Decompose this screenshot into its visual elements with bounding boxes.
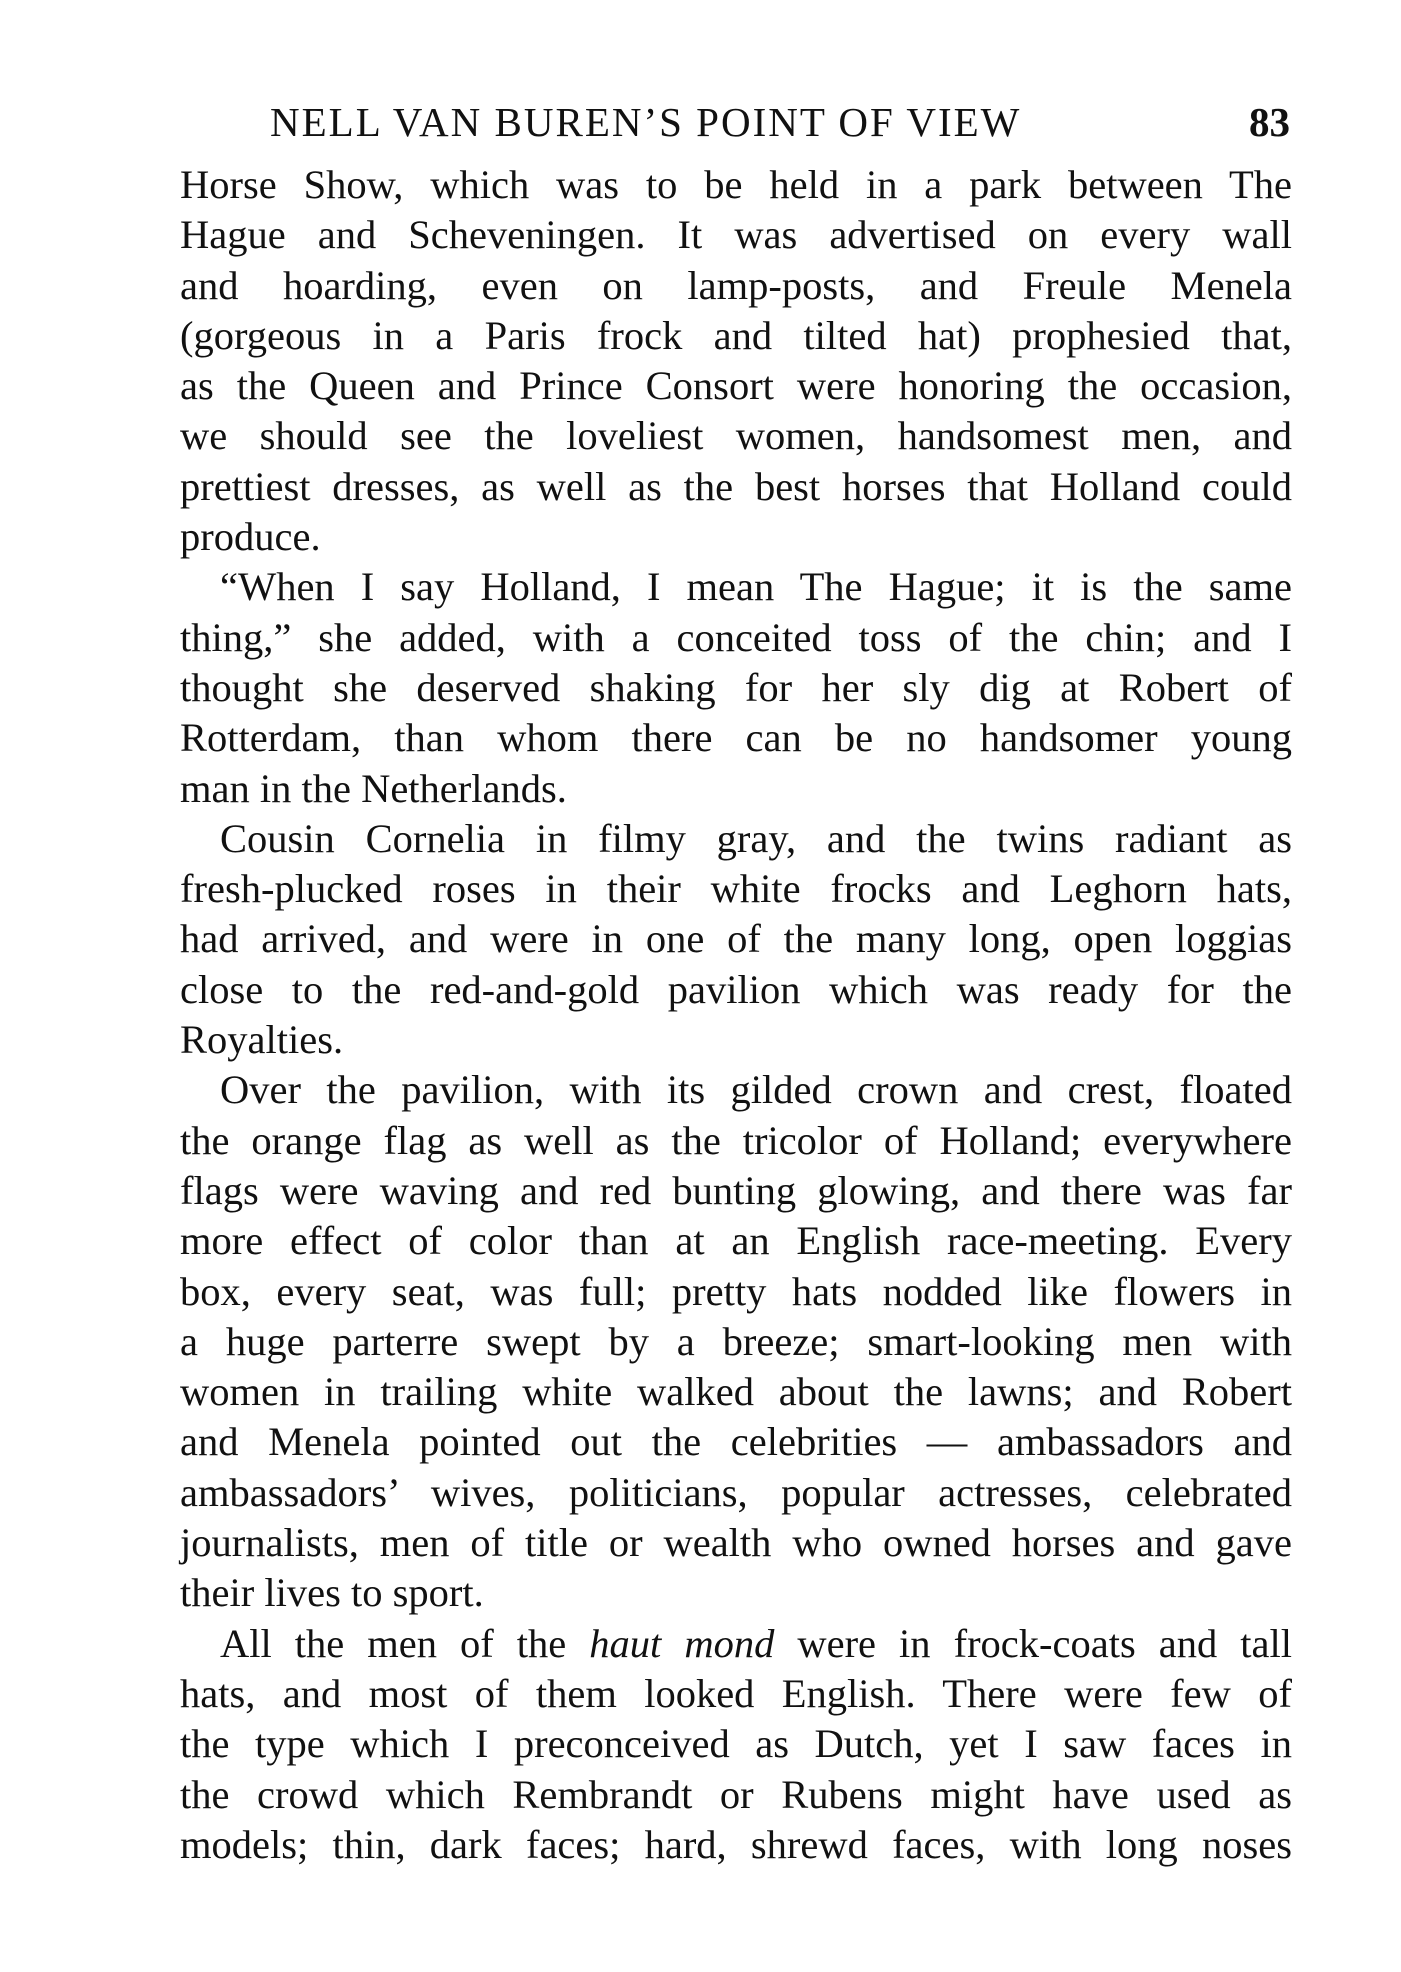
text-line: models; thin, dark faces; hard, shrewd faces, with long noses: [180, 1821, 1292, 1867]
text-line: Rotterdam, than whom there can be no handsomer young: [180, 715, 1292, 761]
text-line: Cousin Cornelia in filmy gray, and the twins radiant as: [220, 815, 1292, 861]
text-line: Hague and Scheveningen. It was advertised on every wall: [180, 212, 1292, 258]
text-line: the crowd which Rembrandt or Rubens might have used as: [180, 1771, 1292, 1817]
text-line: box, every seat, was full; pretty hats nodded like flowers in: [180, 1268, 1292, 1314]
text-line: thing,” she added, with a conceited toss of the chin; and I: [180, 614, 1292, 660]
text-line: journalists, men of title or wealth who owned horses and gave: [180, 1520, 1292, 1566]
text-line: their lives to sport.: [180, 1570, 484, 1616]
text-line: (gorgeous in a Paris frock and tilted hat) prophesied that,: [180, 312, 1292, 358]
text-line: fresh-plucked roses in their white frocks and Leghorn hats,: [180, 866, 1292, 912]
running-head: [270, 98, 1290, 158]
text-line: and Menela pointed out the celebrities — ambassadors and: [180, 1419, 1292, 1465]
text-line: a huge parterre swept by a breeze; smart-looking men with: [180, 1318, 1292, 1364]
text-line: ambassadors’ wives, politicians, popular actresses, celebrated: [180, 1469, 1292, 1515]
text-line: Horse Show, which was to be held in a park between The: [180, 162, 1292, 207]
text-line: the orange flag as well as the tricolor of Holland; everywhere: [180, 1117, 1292, 1163]
text-line: hats, and most of them looked English. There were few of: [180, 1670, 1292, 1716]
italic-phrase: haut mond: [589, 1620, 775, 1666]
body-text: [180, 160, 1292, 1870]
text-line: and hoarding, even on lamp-posts, and Freule Menela: [180, 262, 1292, 308]
text-line: close to the red-and-gold pavilion which was ready for the: [180, 966, 1292, 1012]
text-line: “When I say Holland, I mean The Hague; it is the same: [220, 564, 1292, 610]
text-line: we should see the loveliest women, handsomest men, and: [180, 413, 1292, 459]
text-line: Over the pavilion, with its gilded crown and crest, floated: [220, 1067, 1292, 1113]
text-line: the type which I preconceived as Dutch, yet I saw faces in: [180, 1721, 1292, 1767]
text-line: thought she deserved shaking for her sly dig at Robert of: [180, 664, 1292, 710]
text-line: Royalties.: [180, 1017, 344, 1063]
text-line: All the men of the haut mond were in frock-coats and tall: [220, 1620, 1292, 1666]
text-line: produce.: [180, 514, 321, 560]
text-line: more effect of color than at an English race-meeting. Every: [180, 1218, 1292, 1264]
text-line: women in trailing white walked about the lawns; and Robert: [180, 1369, 1292, 1415]
text-line: had arrived, and were in one of the many long, open loggias: [180, 916, 1292, 962]
text-line: man in the Netherlands.: [180, 765, 567, 811]
text-line: as the Queen and Prince Consort were honoring the occasion,: [180, 363, 1292, 409]
text-line: flags were waving and red bunting glowing, and there was far: [180, 1167, 1292, 1213]
page-number: 83: [1249, 99, 1290, 145]
text-line: prettiest dresses, as well as the best horses that Holland could: [180, 463, 1292, 509]
running-title: NELL VAN BUREN’S POINT OF VIEW: [270, 99, 1022, 145]
